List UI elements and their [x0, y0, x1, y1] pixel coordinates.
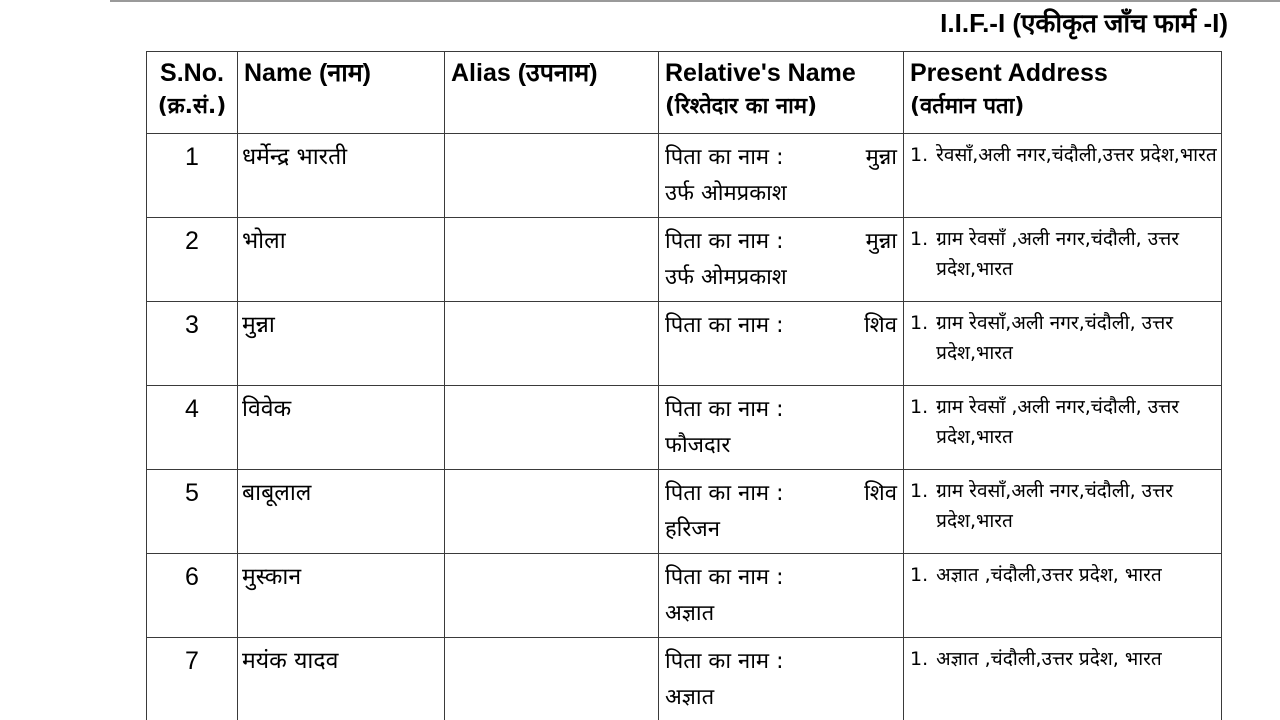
cell-relative: [659, 302, 904, 386]
cell-alias: [445, 470, 659, 554]
relative-label: पिता का नाम :: [665, 145, 784, 170]
cell-alias: [445, 554, 659, 638]
header-name: [238, 52, 445, 134]
table-row: [147, 134, 1222, 218]
address-number: 1.: [910, 564, 929, 586]
header-sno: [147, 52, 238, 134]
address-text: रेवसाँ,अली नगर,चंदौली,उत्तर प्रदेश,भारत: [936, 144, 1217, 166]
relative-first-name: शिव: [864, 313, 897, 338]
relative-line-2: अज्ञात: [665, 685, 715, 710]
top-divider: [110, 0, 1280, 2]
relative-line-1: [665, 476, 897, 512]
header-address-label: Present Address: [910, 59, 1108, 87]
address-number: 1.: [910, 144, 929, 166]
table-row: [147, 386, 1222, 470]
header-address-hindi: (वर्तमान पता): [910, 94, 1025, 119]
relative-first-name: मुन्ना: [865, 229, 897, 254]
header-address: [904, 52, 1222, 134]
cell-name: मुस्कान: [238, 554, 445, 638]
cell-sno: 6: [147, 554, 238, 638]
address-entry: [910, 476, 1219, 536]
cell-relative: [659, 218, 904, 302]
cell-address: [904, 302, 1222, 386]
relative-line-2: हरिजन: [665, 517, 720, 542]
cell-address: [904, 218, 1222, 302]
address-number: 1.: [910, 396, 929, 418]
table-header-row: [147, 52, 1222, 134]
table-body: [147, 134, 1222, 720]
table-row: [147, 638, 1222, 720]
address-entry: [910, 140, 1219, 170]
relative-line-2: फौजदार: [665, 433, 731, 458]
address-text: ग्राम रेवसाँ,अली नगर,चंदौली, उत्तर प्रदेश,भारत: [936, 312, 1173, 364]
relative-line-1: [665, 392, 897, 428]
cell-name: बाबूलाल: [238, 470, 445, 554]
address-text: ग्राम रेवसाँ,अली नगर,चंदौली, उत्तर प्रदेश,भारत: [936, 480, 1173, 532]
header-alias-label: Alias (उपनाम): [451, 59, 598, 87]
cell-sno: 7: [147, 638, 238, 720]
header-name-label: Name (नाम): [244, 59, 371, 87]
address-text: अज्ञात ,चंदौली,उत्तर प्रदेश, भारत: [936, 648, 1162, 670]
cell-alias: [445, 218, 659, 302]
cell-sno: 3: [147, 302, 238, 386]
cell-alias: [445, 302, 659, 386]
relative-line-2: उर्फ ओमप्रकाश: [665, 265, 787, 290]
cell-sno: 1: [147, 134, 238, 218]
relative-line-1: [665, 644, 897, 680]
header-relative: [659, 52, 904, 134]
cell-sno: 2: [147, 218, 238, 302]
address-text: अज्ञात ,चंदौली,उत्तर प्रदेश, भारत: [936, 564, 1162, 586]
header-sno-label: S.No.: [160, 59, 224, 87]
address-entry: [910, 392, 1219, 452]
address-number: 1.: [910, 480, 929, 502]
relative-line-1: [665, 560, 897, 596]
table-row: [147, 470, 1222, 554]
cell-address: [904, 386, 1222, 470]
header-relative-label: Relative's Name: [665, 59, 856, 87]
address-entry: [910, 644, 1219, 674]
address-text: ग्राम रेवसाँ ,अली नगर,चंदौली, उत्तर प्रदेश,भारत: [936, 228, 1180, 280]
relative-label: पिता का नाम :: [665, 313, 784, 338]
cell-sno: 4: [147, 386, 238, 470]
relative-first-name: मुन्ना: [865, 145, 897, 170]
relative-line-1: [665, 140, 897, 176]
cell-relative: [659, 554, 904, 638]
relative-first-name: शिव: [864, 481, 897, 506]
relative-label: पिता का नाम :: [665, 229, 784, 254]
cell-relative: [659, 386, 904, 470]
cell-name: मुन्ना: [238, 302, 445, 386]
address-entry: [910, 224, 1219, 284]
cell-address: [904, 554, 1222, 638]
table-row: [147, 218, 1222, 302]
address-entry: [910, 560, 1219, 590]
relative-label: पिता का नाम :: [665, 565, 784, 590]
cell-alias: [445, 134, 659, 218]
cell-name: भोला: [238, 218, 445, 302]
header-relative-hindi: (रिश्तेदार का नाम): [665, 94, 818, 119]
address-number: 1.: [910, 648, 929, 670]
table-row: [147, 302, 1222, 386]
accused-table: [146, 51, 1222, 720]
cell-name: मयंक यादव: [238, 638, 445, 720]
cell-relative: [659, 470, 904, 554]
header-alias: [445, 52, 659, 134]
relative-line-1: [665, 308, 897, 344]
relative-line-2: अज्ञात: [665, 601, 715, 626]
relative-label: पिता का नाम :: [665, 397, 784, 422]
address-entry: [910, 308, 1219, 368]
cell-alias: [445, 386, 659, 470]
cell-name: विवेक: [238, 386, 445, 470]
cell-address: [904, 638, 1222, 720]
address-number: 1.: [910, 312, 929, 334]
relative-label: पिता का नाम :: [665, 481, 784, 506]
header-sno-hindi: (क्र.सं.): [157, 94, 227, 119]
cell-sno: 5: [147, 470, 238, 554]
relative-label: पिता का नाम :: [665, 649, 784, 674]
address-text: ग्राम रेवसाँ ,अली नगर,चंदौली, उत्तर प्रदेश,भारत: [936, 396, 1180, 448]
cell-relative: [659, 638, 904, 720]
cell-address: [904, 470, 1222, 554]
cell-relative: [659, 134, 904, 218]
relative-line-1: [665, 224, 897, 260]
cell-alias: [445, 638, 659, 720]
table-row: [147, 554, 1222, 638]
relative-line-2: उर्फ ओमप्रकाश: [665, 181, 787, 206]
cell-name: धर्मेन्द्र भारती: [238, 134, 445, 218]
address-number: 1.: [910, 228, 929, 250]
cell-address: [904, 134, 1222, 218]
form-title: I.I.F.-I (एकीकृत जाँच फार्म -I): [940, 8, 1228, 38]
